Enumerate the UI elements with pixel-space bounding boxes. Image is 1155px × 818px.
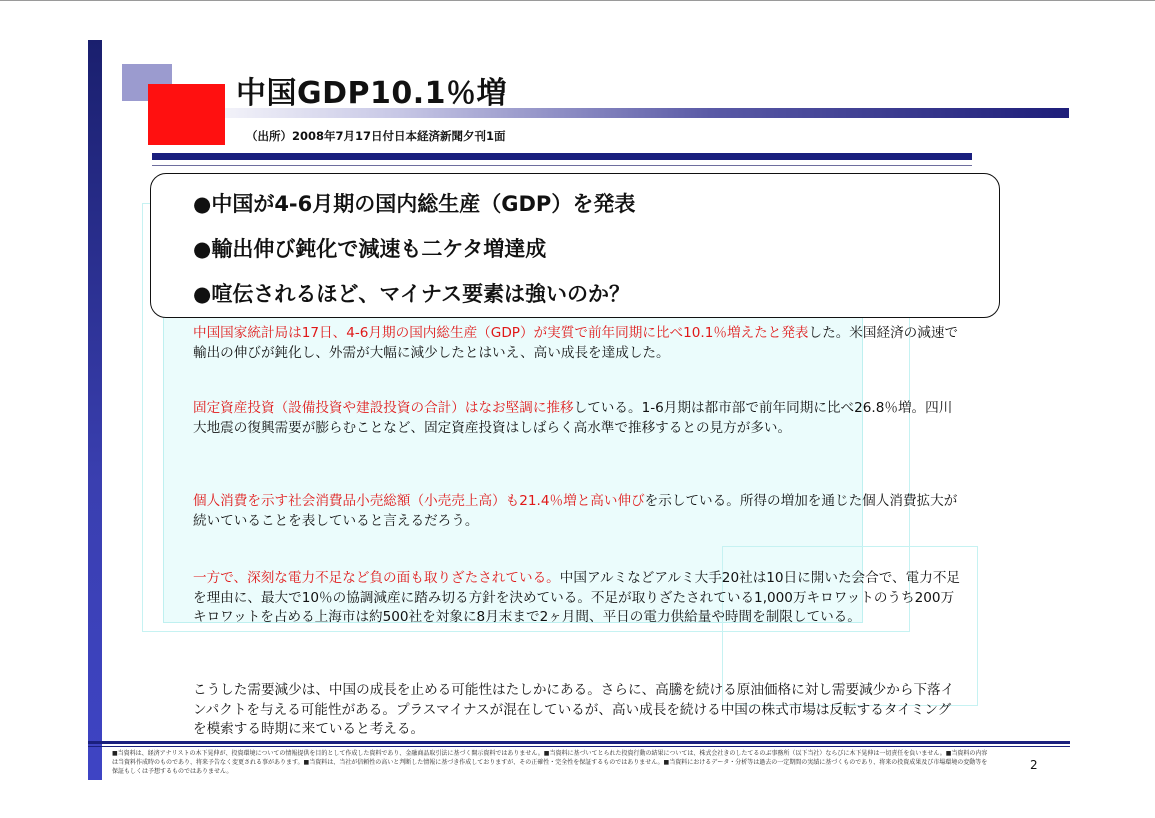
paragraph — [193, 569, 963, 628]
disclaimer-text: ■当資料は、経済アナリストの木下晃伸が、投資環境についての情報提供を目的として作成した資料であり、金融商品取引法に基づく開示資料ではありません。■当資料に基づいてとられた投資行動の結果については、株式会社きのしたてるのぶ事務所（以下当社）ならびに木下晃伸は一切責任を負いません。■当資料の内容は当資料作成時のものであり、将来予告なく変更される事があります。■当資料は、当社が信頼性の高いと判断した情報に基づき作成しておりますが、その正確性・完全性を保証するものではありません。■当資料におけるデータ・分析等は過去の一定期間の実績に基づくものであり、将来の投資成果及び市場環境の変動等を保証もしくは予想するものではありません。 — [112, 750, 988, 775]
paragraph — [193, 324, 963, 363]
paragraph-text: 中国アルミなどアルミ大手20社は10日に開いた会合で、電力不足を理由に、最大で10％の協調減産に踏み切る方針を決めている。不足が取りざたされている1,000万キロワットのうち200万キロワットを占める上海市は約500社を対象に8月末まで2ヶ月間、平日の電力供給量や時間を制限している。 — [193, 570, 961, 625]
paragraph — [193, 492, 963, 531]
header-navy-rule — [152, 153, 972, 160]
source-citation: （出所）2008年7月17日付日本経済新聞夕刊1面 — [246, 129, 506, 143]
paragraph-text: している。1-6月期は都市部で前年同期に比べ26.8％増。四川大地震の復興需要が膨らむことなど、固定資産投資はしばらく高水準で推移するとの見方が多い。 — [193, 400, 953, 436]
paragraph-text: した。米国経済の減速で輸出の伸びが鈍化し、外需が大幅に減少したとはいえ、高い成長を達成した。 — [193, 325, 959, 361]
paragraph-highlight: 固定資産投資（設備投資や建設投資の合計）はなお堅調に推移 — [193, 400, 574, 416]
paragraph — [193, 681, 963, 740]
paragraph-highlight: 一方で、深刻な電力不足など負の面も取りざたされている。 — [193, 570, 560, 586]
header-thin-rule — [152, 165, 972, 166]
left-accent-bar — [88, 40, 102, 780]
paragraph-text: を示している。所得の増加を通じた個人消費拡大が続いていることを表していると言えるだろう。 — [193, 493, 958, 529]
key-points-box — [150, 173, 1000, 318]
page-number: 2 — [1030, 758, 1038, 772]
paragraph-highlight: 中国国家統計局は17日、4-6月期の国内総生産（GDP）が実質で前年同期に比べ10.1％増えたと発表 — [193, 325, 809, 341]
paragraph — [193, 399, 963, 438]
key-point: ●喧伝されるほど、マイナス要素は強いのか？ — [193, 282, 631, 306]
footer-thin-rule — [88, 746, 1070, 747]
key-point: ●輸出伸び鈍化で減速も二ケタ増達成 — [193, 237, 547, 261]
title-deco-red-square — [148, 84, 225, 145]
paragraph-highlight: 個人消費を示す社会消費品小売総額（小売売上高）も21.4％増と高い伸び — [193, 493, 645, 509]
footer-navy-rule — [88, 741, 1070, 744]
page-title: 中国GDP10.1％増 — [236, 76, 508, 111]
key-point: ●中国が4-6月期の国内総生産（GDP）を発表 — [193, 192, 636, 216]
viewer-top-border — [0, 0, 1155, 1]
paragraph-text: こうした需要減少は、中国の成長を止める可能性はたしかにある。さらに、高騰を続ける原油価格に対し需要減少から下落インパクトを与える可能性がある。プラスマイナスが混在しているが、高い成長を続ける中国の株式市場は反転するタイミングを模索する時期に来ていると考える。 — [193, 682, 955, 737]
